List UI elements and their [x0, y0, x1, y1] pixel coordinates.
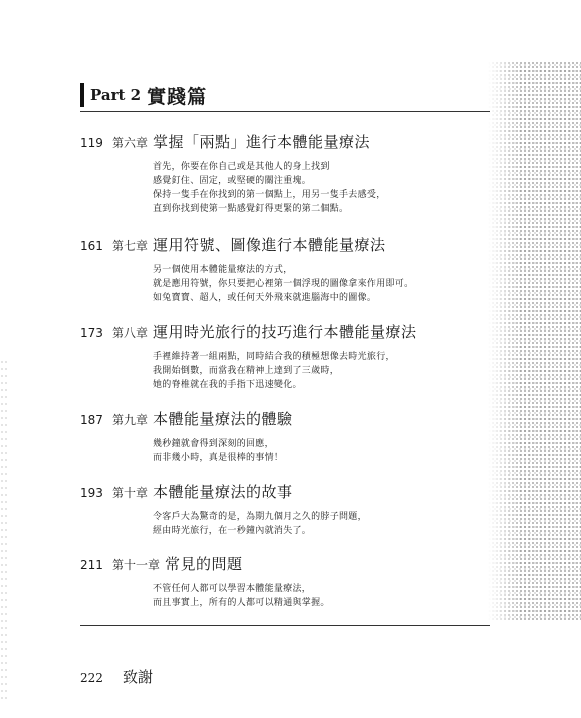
- bottom-divider: [80, 625, 490, 626]
- top-divider: [80, 111, 490, 112]
- chapter-page-number: 119: [80, 136, 103, 150]
- description-line: 感覺釘住、固定，或堅硬的關注重塊。: [153, 176, 312, 186]
- chapter-description: [153, 582, 500, 610]
- chapter-entry: [80, 321, 500, 392]
- chapter-entry: [80, 553, 500, 610]
- scan-specks: [0, 360, 8, 700]
- chapter-description: [153, 263, 500, 305]
- chapter-title: 本體能量療法的體驗: [153, 410, 293, 428]
- description-line: 令客戶大為驚奇的是，為期九個月之久的脖子問題，: [153, 512, 367, 522]
- chapter-title: 本體能量療法的故事: [153, 483, 293, 501]
- acknowledgement-title: 致謝: [123, 668, 154, 686]
- part-label: Part 2: [90, 86, 142, 104]
- part-header: [80, 83, 207, 107]
- chapter-entry: [80, 131, 500, 216]
- description-line: 不管任何人都可以學習本體能量療法，: [153, 584, 312, 594]
- chapter-description: [153, 437, 500, 465]
- chapter-number: 第十章: [112, 486, 149, 500]
- chapter-title: 掌握「兩點」進行本體能量療法: [153, 133, 371, 151]
- chapter-number: 第六章: [112, 136, 149, 150]
- part-title: 實踐篇: [147, 85, 208, 108]
- chapter-entry: [80, 234, 500, 305]
- description-line: 經由時光旅行，在一秒鐘內就消失了。: [153, 526, 312, 536]
- chapter-description: [153, 510, 500, 538]
- description-line: 我開始倒數，而當我在精神上達到了三歲時，: [153, 366, 340, 376]
- chapter-title: 運用時光旅行的技巧進行本體能量療法: [153, 323, 417, 341]
- description-line: 首先，你要在你自己或是其他人的身上找到: [153, 162, 330, 172]
- chapter-page-number: 193: [80, 486, 103, 500]
- description-line: 就是應用符號，你只要把心裡第一個浮現的圖像拿來作用即可。: [153, 279, 414, 289]
- description-line: 另一個使用本體能量療法的方式，: [153, 265, 293, 275]
- chapter-title: 常見的問題: [165, 555, 243, 573]
- chapter-page-number: 161: [80, 239, 103, 253]
- chapter-description: [153, 350, 500, 392]
- chapter-number: 第九章: [112, 413, 149, 427]
- chapter-page-number: 211: [80, 558, 103, 572]
- part-marker-bar: [80, 83, 84, 107]
- acknowledgement-entry: [80, 666, 153, 687]
- acknowledgement-page-number: 222: [80, 671, 103, 685]
- chapter-number: 第八章: [112, 326, 149, 340]
- chapter-page-number: 173: [80, 326, 103, 340]
- chapter-number: 第十一章: [112, 558, 161, 572]
- description-line: 手裡維持著一組兩點，同時結合我的積極想像去時光旅行，: [153, 352, 395, 362]
- description-line: 幾秒鐘就會得到深刻的回應，: [153, 439, 274, 449]
- description-line: 她的脊椎就在我的手指下迅速變化。: [153, 380, 302, 390]
- description-line: 而非幾小時，真是很棒的事情！: [153, 453, 284, 463]
- description-line: 直到你找到使第一點感覺釘得更緊的第二個點。: [153, 204, 349, 214]
- description-line: 如兔寶寶、超人，或任何天外飛來就進腦海中的圖像。: [153, 293, 377, 303]
- chapter-entry: [80, 408, 500, 465]
- description-line: 保持一隻手在你找到的第一個點上，用另一隻手去感受，: [153, 190, 386, 200]
- chapter-entry: [80, 481, 500, 538]
- chapter-description: [153, 160, 500, 216]
- description-line: 而且事實上，所有的人都可以精通與掌握。: [153, 598, 330, 608]
- chapter-number: 第七章: [112, 239, 149, 253]
- chapter-page-number: 187: [80, 413, 103, 427]
- halftone-texture: [488, 62, 581, 622]
- chapter-title: 運用符號、圖像進行本體能量療法: [153, 236, 386, 254]
